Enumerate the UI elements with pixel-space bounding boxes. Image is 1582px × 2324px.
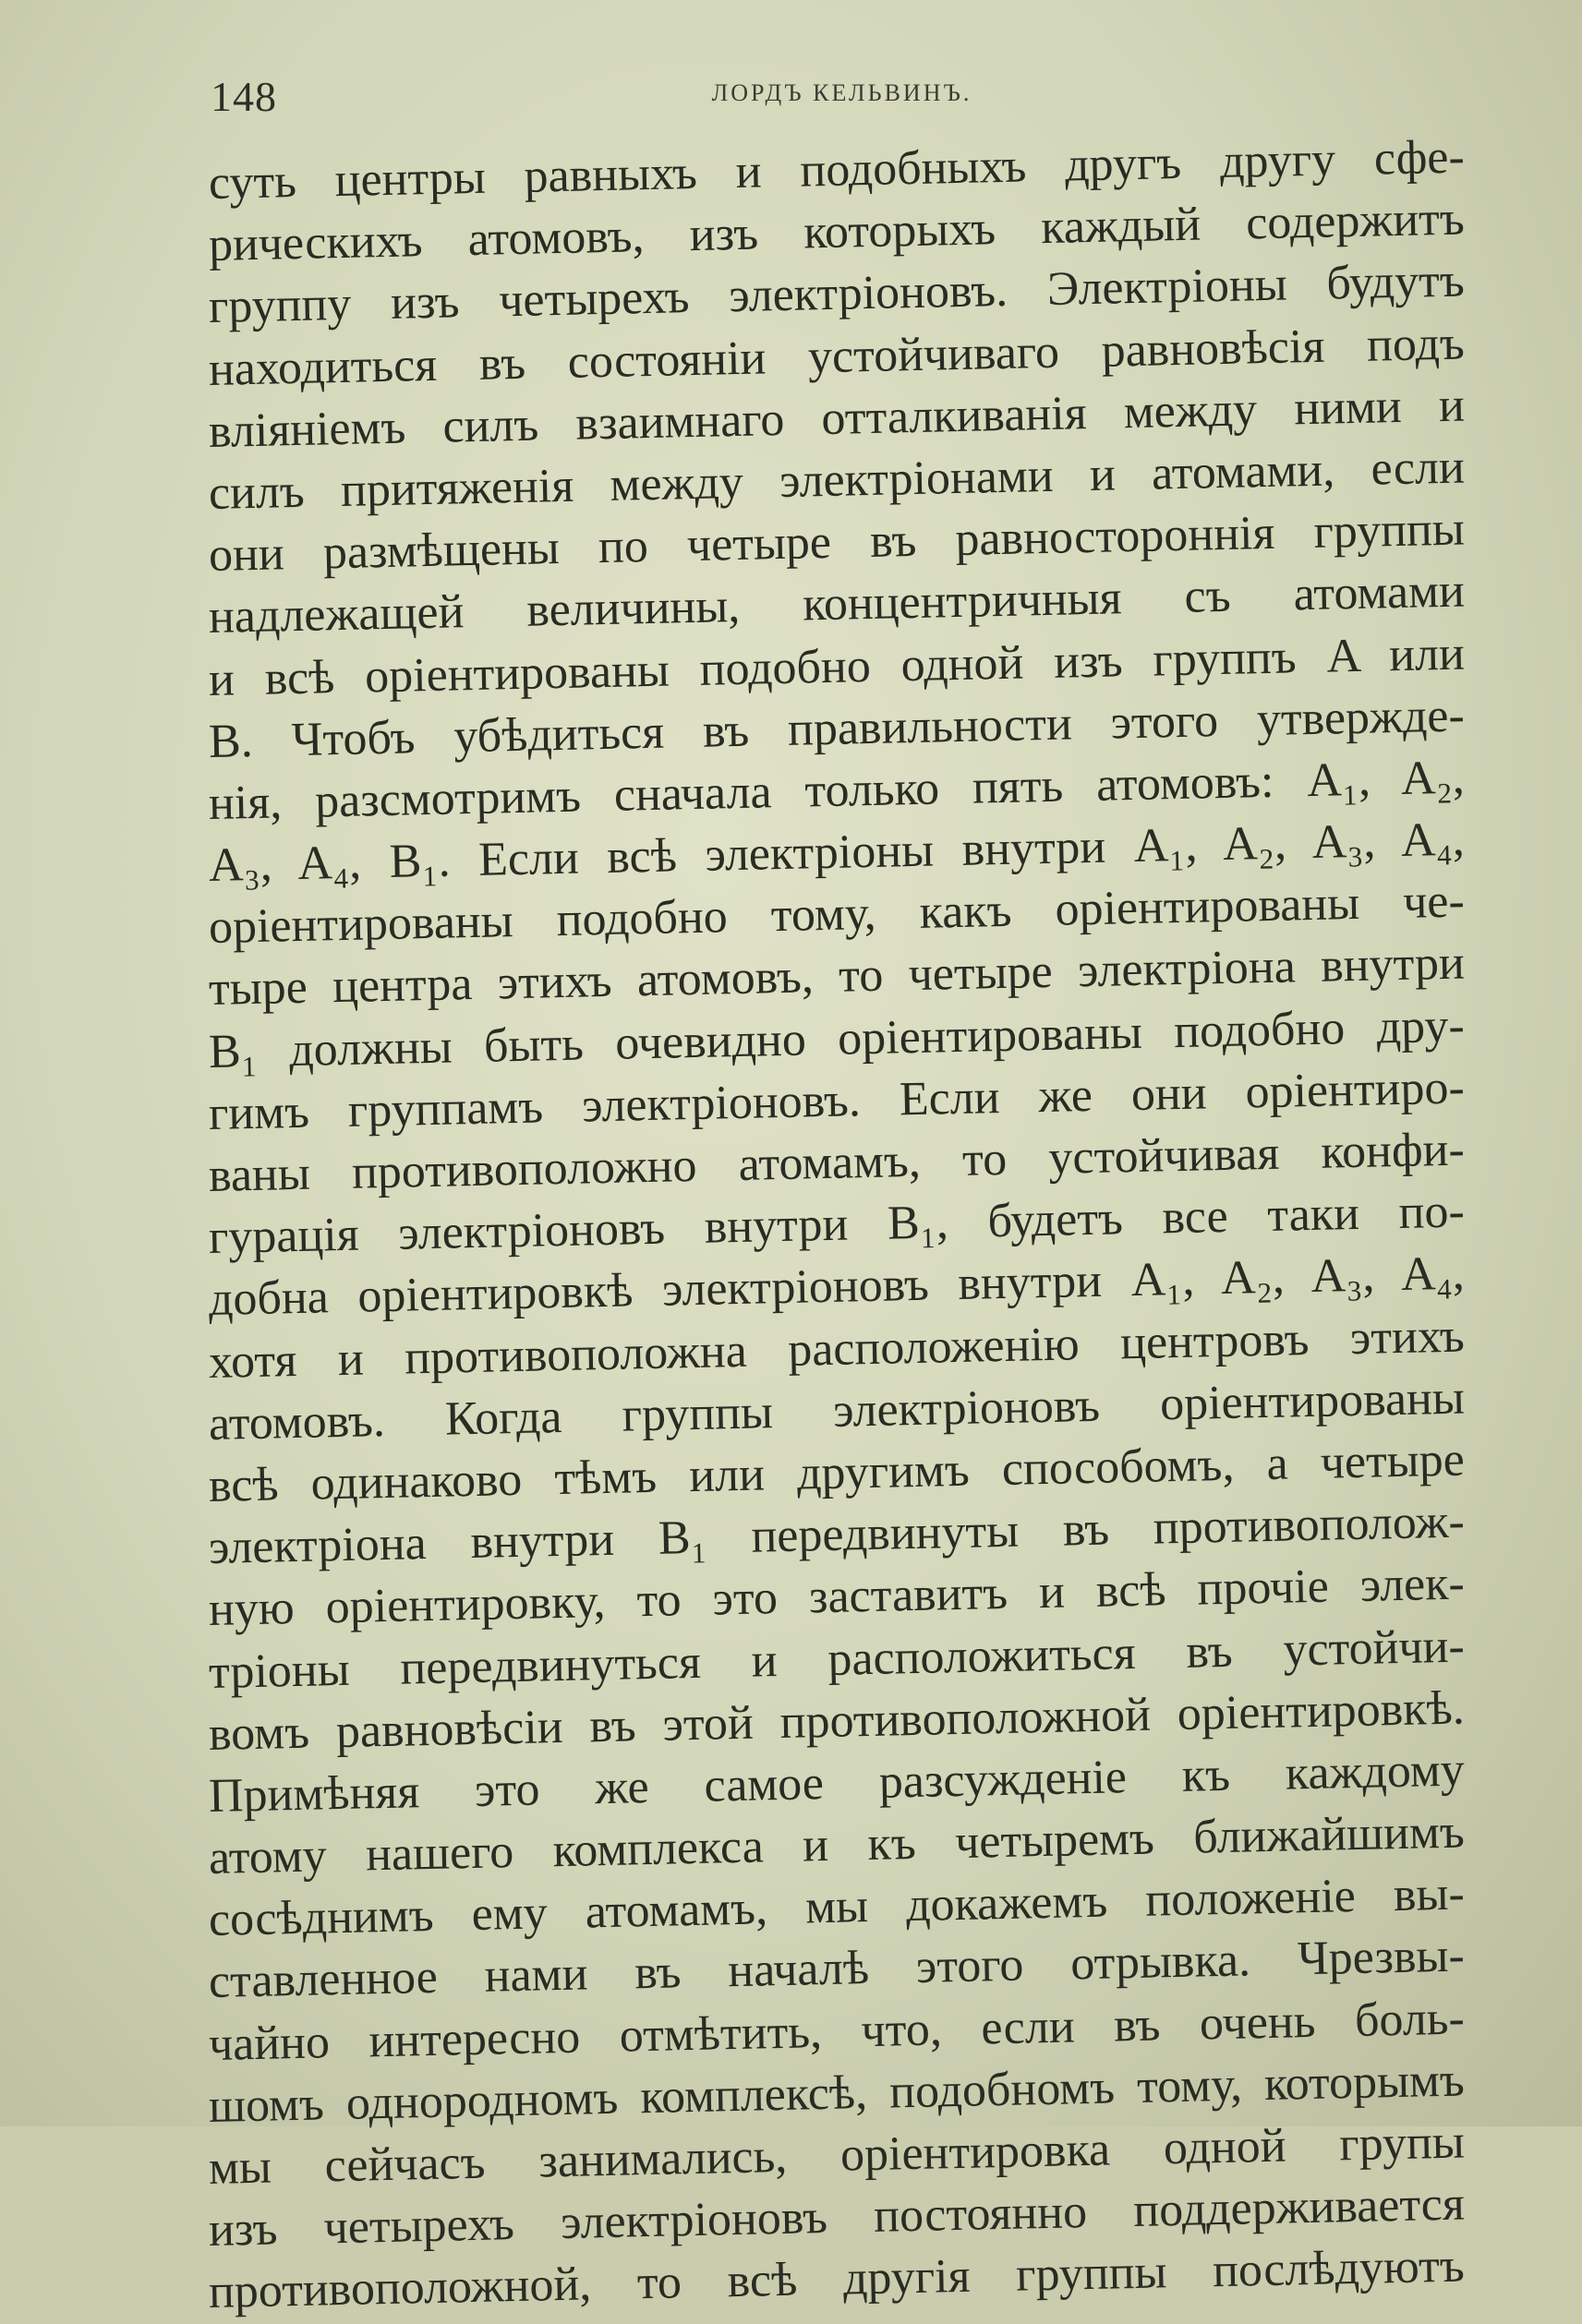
text-line: рическихъ атомовъ, изъ которыхъ каждый содержитъ [208, 192, 1466, 272]
body-text [208, 130, 1466, 2324]
text-line: атомовъ. Когда группы электріоновъ оріентированы [208, 1371, 1466, 1451]
text-line: оріентированы подобно тому, какъ оріентированы че- [208, 874, 1466, 955]
text-line: нія, разсмотримъ сначала только пять атомовъ: A₁, A₂, [208, 751, 1466, 830]
text-line: тыре центра этихъ атомовъ, то четыре электріона внутри [208, 936, 1466, 1017]
text-line: добна оріентировкѣ электріоновъ внутри A₁, A₂, A₃, A₄, [208, 1246, 1466, 1327]
text-line: суть центры равныхъ и подобныхъ другъ другу сфе- [208, 130, 1466, 210]
text-line: противоположной, то всѣ другія группы послѣдуютъ [208, 2239, 1466, 2319]
text-line: и всѣ оріентированы подобно одной изъ группъ A или [208, 627, 1466, 706]
text-line: вліяніемъ силъ взаимнаго отталкиванія между ними и [208, 379, 1466, 458]
text-line: B₁ должны быть очевидно оріентированы подобно дру- [208, 999, 1466, 1078]
text-line: вомъ равновѣсіи въ этой противоположной оріентировкѣ. [208, 1681, 1466, 1761]
page-number: 148 [211, 73, 277, 120]
text-line: A₃, A₄, B₁. Если всѣ электріоны внутри A₁, A₂, A₃, A₄, [208, 813, 1466, 893]
text-line: электріона внутри B₁ передвинуты въ противополож- [208, 1495, 1466, 1575]
text-line: находиться въ состояніи устойчиваго равновѣсія подъ [208, 317, 1466, 396]
text-line: они размѣщены по четыре въ равностороннія группы [208, 502, 1466, 583]
text-line: всѣ одинаково тѣмъ или другимъ способомъ, а четыре [208, 1433, 1466, 1512]
running-title: ЛОРДЪ КЕЛЬВИНЪ. [711, 79, 972, 106]
text-line: хотя и противоположна расположенію центровъ этихъ [208, 1309, 1466, 1389]
text-line: гимъ группамъ электріоновъ. Если же они оріентиро- [208, 1061, 1466, 1140]
text-line: атому нашего комплекса и къ четыремъ ближайшимъ [208, 1805, 1466, 1885]
text-line: группу изъ четырехъ электріоновъ. Электріоны будутъ [208, 254, 1466, 334]
text-line: изъ четырехъ электріоновъ постоянно поддерживается [208, 2177, 1466, 2258]
text-line: ваны противоположно атомамъ, то устойчивая конфи- [208, 1123, 1466, 1202]
text-line: ную оріентировку, то это заставитъ и всѣ прочіе элек- [208, 1557, 1466, 1637]
text-line: чайно интересно отмѣтить, что, если въ очень боль- [208, 1992, 1466, 2071]
text-line: шомъ однородномъ комплексѣ, подобномъ тому, которымъ [208, 2053, 1466, 2133]
text-line: надлежащей величины, концентричныя съ атомами [208, 564, 1466, 644]
text-line: ставленное нами въ началѣ этого отрывка. Чрезвы- [208, 1929, 1466, 2009]
text-line: тріоны передвинуться и расположиться въ устойчи- [208, 1620, 1466, 1699]
text-line: силъ притяженія между электріонами и атомами, если [208, 440, 1466, 520]
text-line: сосѣднимъ ему атомамъ, мы докажемъ положеніе вы- [208, 1867, 1466, 1947]
text-line: мы сейчасъ занимались, оріентировка одной групы [208, 2115, 1466, 2195]
text-line: гурація электріоновъ внутри B₁, будетъ все таки по- [208, 1185, 1466, 1265]
text-line: Примѣняя это же самое разсужденіе къ каждому [208, 1743, 1466, 1823]
text-line: B. Чтобъ убѣдиться въ правильности этого утвержде- [208, 689, 1466, 768]
